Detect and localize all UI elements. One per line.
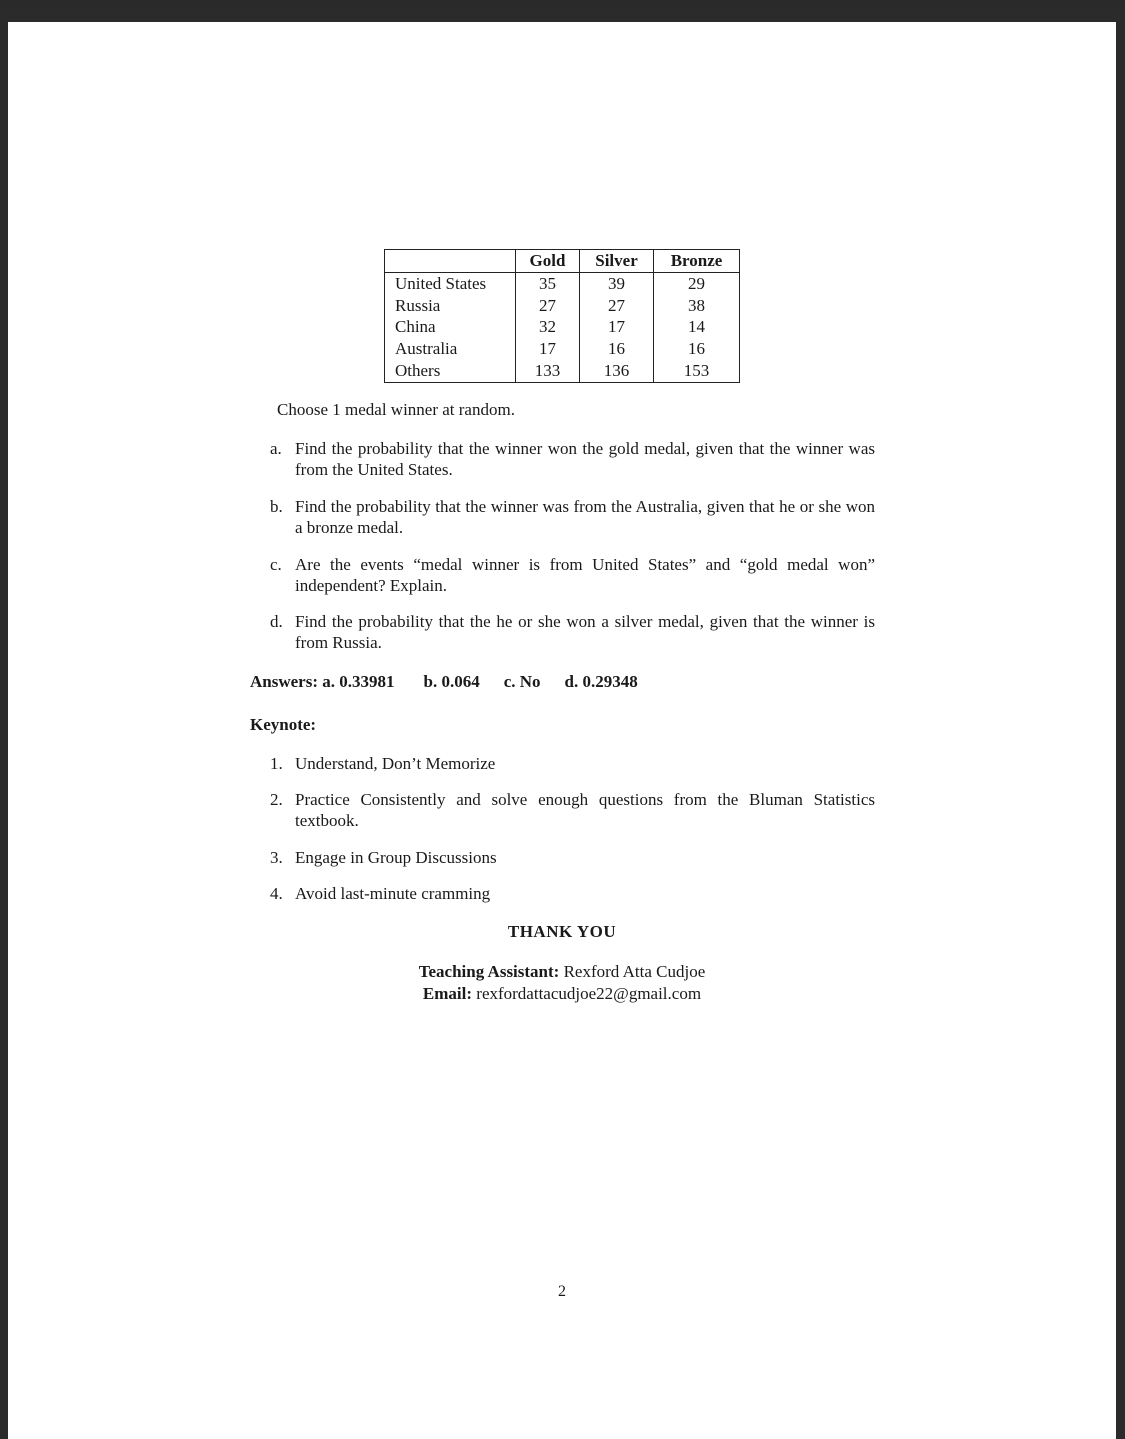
- table-cell-gold: 27: [516, 295, 580, 317]
- table-row: [385, 272, 740, 294]
- medal-table: [384, 249, 740, 383]
- email-address: rexfordattacudjoe22@gmail.com: [476, 984, 702, 1003]
- question-label: d.: [270, 612, 283, 631]
- answer-c: c. No: [503, 672, 541, 691]
- table-cell-country: Australia: [385, 338, 516, 360]
- keynote-text: Practice Consistently and solve enough questions from the Bluman Statistics textbook.: [295, 790, 875, 830]
- table-row: [385, 360, 740, 382]
- answer-b: b. 0.064: [423, 672, 480, 691]
- answers-line: [250, 672, 662, 692]
- document-page: [8, 22, 1116, 1439]
- question-label: a.: [270, 439, 282, 458]
- answer-d: d. 0.29348: [564, 672, 638, 691]
- table-cell-gold: 35: [516, 272, 580, 294]
- table-cell-country: United States: [385, 272, 516, 294]
- table-cell-country: China: [385, 316, 516, 338]
- table-row: [385, 338, 740, 360]
- question-text: Find the probability that the he or she won a silver medal, given that the winner is from Russia.: [295, 612, 875, 652]
- table-row: [385, 316, 740, 338]
- page-number: 2: [558, 1283, 566, 1300]
- question-label: b.: [270, 497, 283, 516]
- answer-a: Answers: a. 0.33981: [250, 672, 395, 691]
- table-header-blank: [385, 250, 516, 273]
- question-text: Find the probability that the winner was from the Australia, given that he or she won a bronze medal.: [295, 497, 875, 537]
- table-cell-silver: 136: [580, 360, 654, 382]
- keynote-number: 4.: [270, 884, 283, 903]
- keynote-number: 2.: [270, 790, 283, 809]
- ta-name: Rexford Atta Cudjoe: [563, 962, 706, 981]
- table-cell-bronze: 16: [654, 338, 740, 360]
- keynote-number: 3.: [270, 848, 283, 867]
- table-cell-country: Russia: [385, 295, 516, 317]
- keynote-text: Avoid last-minute cramming: [295, 884, 491, 903]
- keynote-number: 1.: [270, 754, 283, 773]
- table-cell-bronze: 29: [654, 272, 740, 294]
- keynote-text: Understand, Don’t Memorize: [295, 754, 496, 773]
- question-text: Are the events “medal winner is from United States” and “gold medal won” independent? Explain.: [295, 555, 875, 595]
- intro-text: Choose 1 medal winner at random.: [277, 400, 515, 419]
- table-row: [385, 295, 740, 317]
- ta-label: Teaching Assistant:: [418, 962, 560, 981]
- table-cell-country: Others: [385, 360, 516, 382]
- table-header-silver: Silver: [580, 250, 654, 273]
- table-cell-bronze: 14: [654, 316, 740, 338]
- teaching-assistant-line: [8, 961, 1116, 983]
- table-cell-gold: 17: [516, 338, 580, 360]
- keynote-heading: Keynote:: [250, 715, 317, 734]
- question-label: c.: [270, 555, 282, 574]
- table-header-row: [385, 250, 740, 273]
- table-cell-silver: 16: [580, 338, 654, 360]
- table-header-gold: Gold: [516, 250, 580, 273]
- table-cell-silver: 17: [580, 316, 654, 338]
- email-line: [8, 983, 1116, 1005]
- table-header-bronze: Bronze: [654, 250, 740, 273]
- table-cell-gold: 32: [516, 316, 580, 338]
- email-label: Email:: [422, 984, 473, 1003]
- table-cell-gold: 133: [516, 360, 580, 382]
- table-cell-bronze: 153: [654, 360, 740, 382]
- table-cell-silver: 27: [580, 295, 654, 317]
- table-cell-bronze: 38: [654, 295, 740, 317]
- table-cell-silver: 39: [580, 272, 654, 294]
- thank-you-heading: THANK YOU: [507, 922, 617, 941]
- viewer-top-bar: [0, 0, 1125, 8]
- keynote-text: Engage in Group Discussions: [295, 848, 497, 867]
- question-text: Find the probability that the winner won the gold medal, given that the winner was from the United States.: [295, 439, 875, 479]
